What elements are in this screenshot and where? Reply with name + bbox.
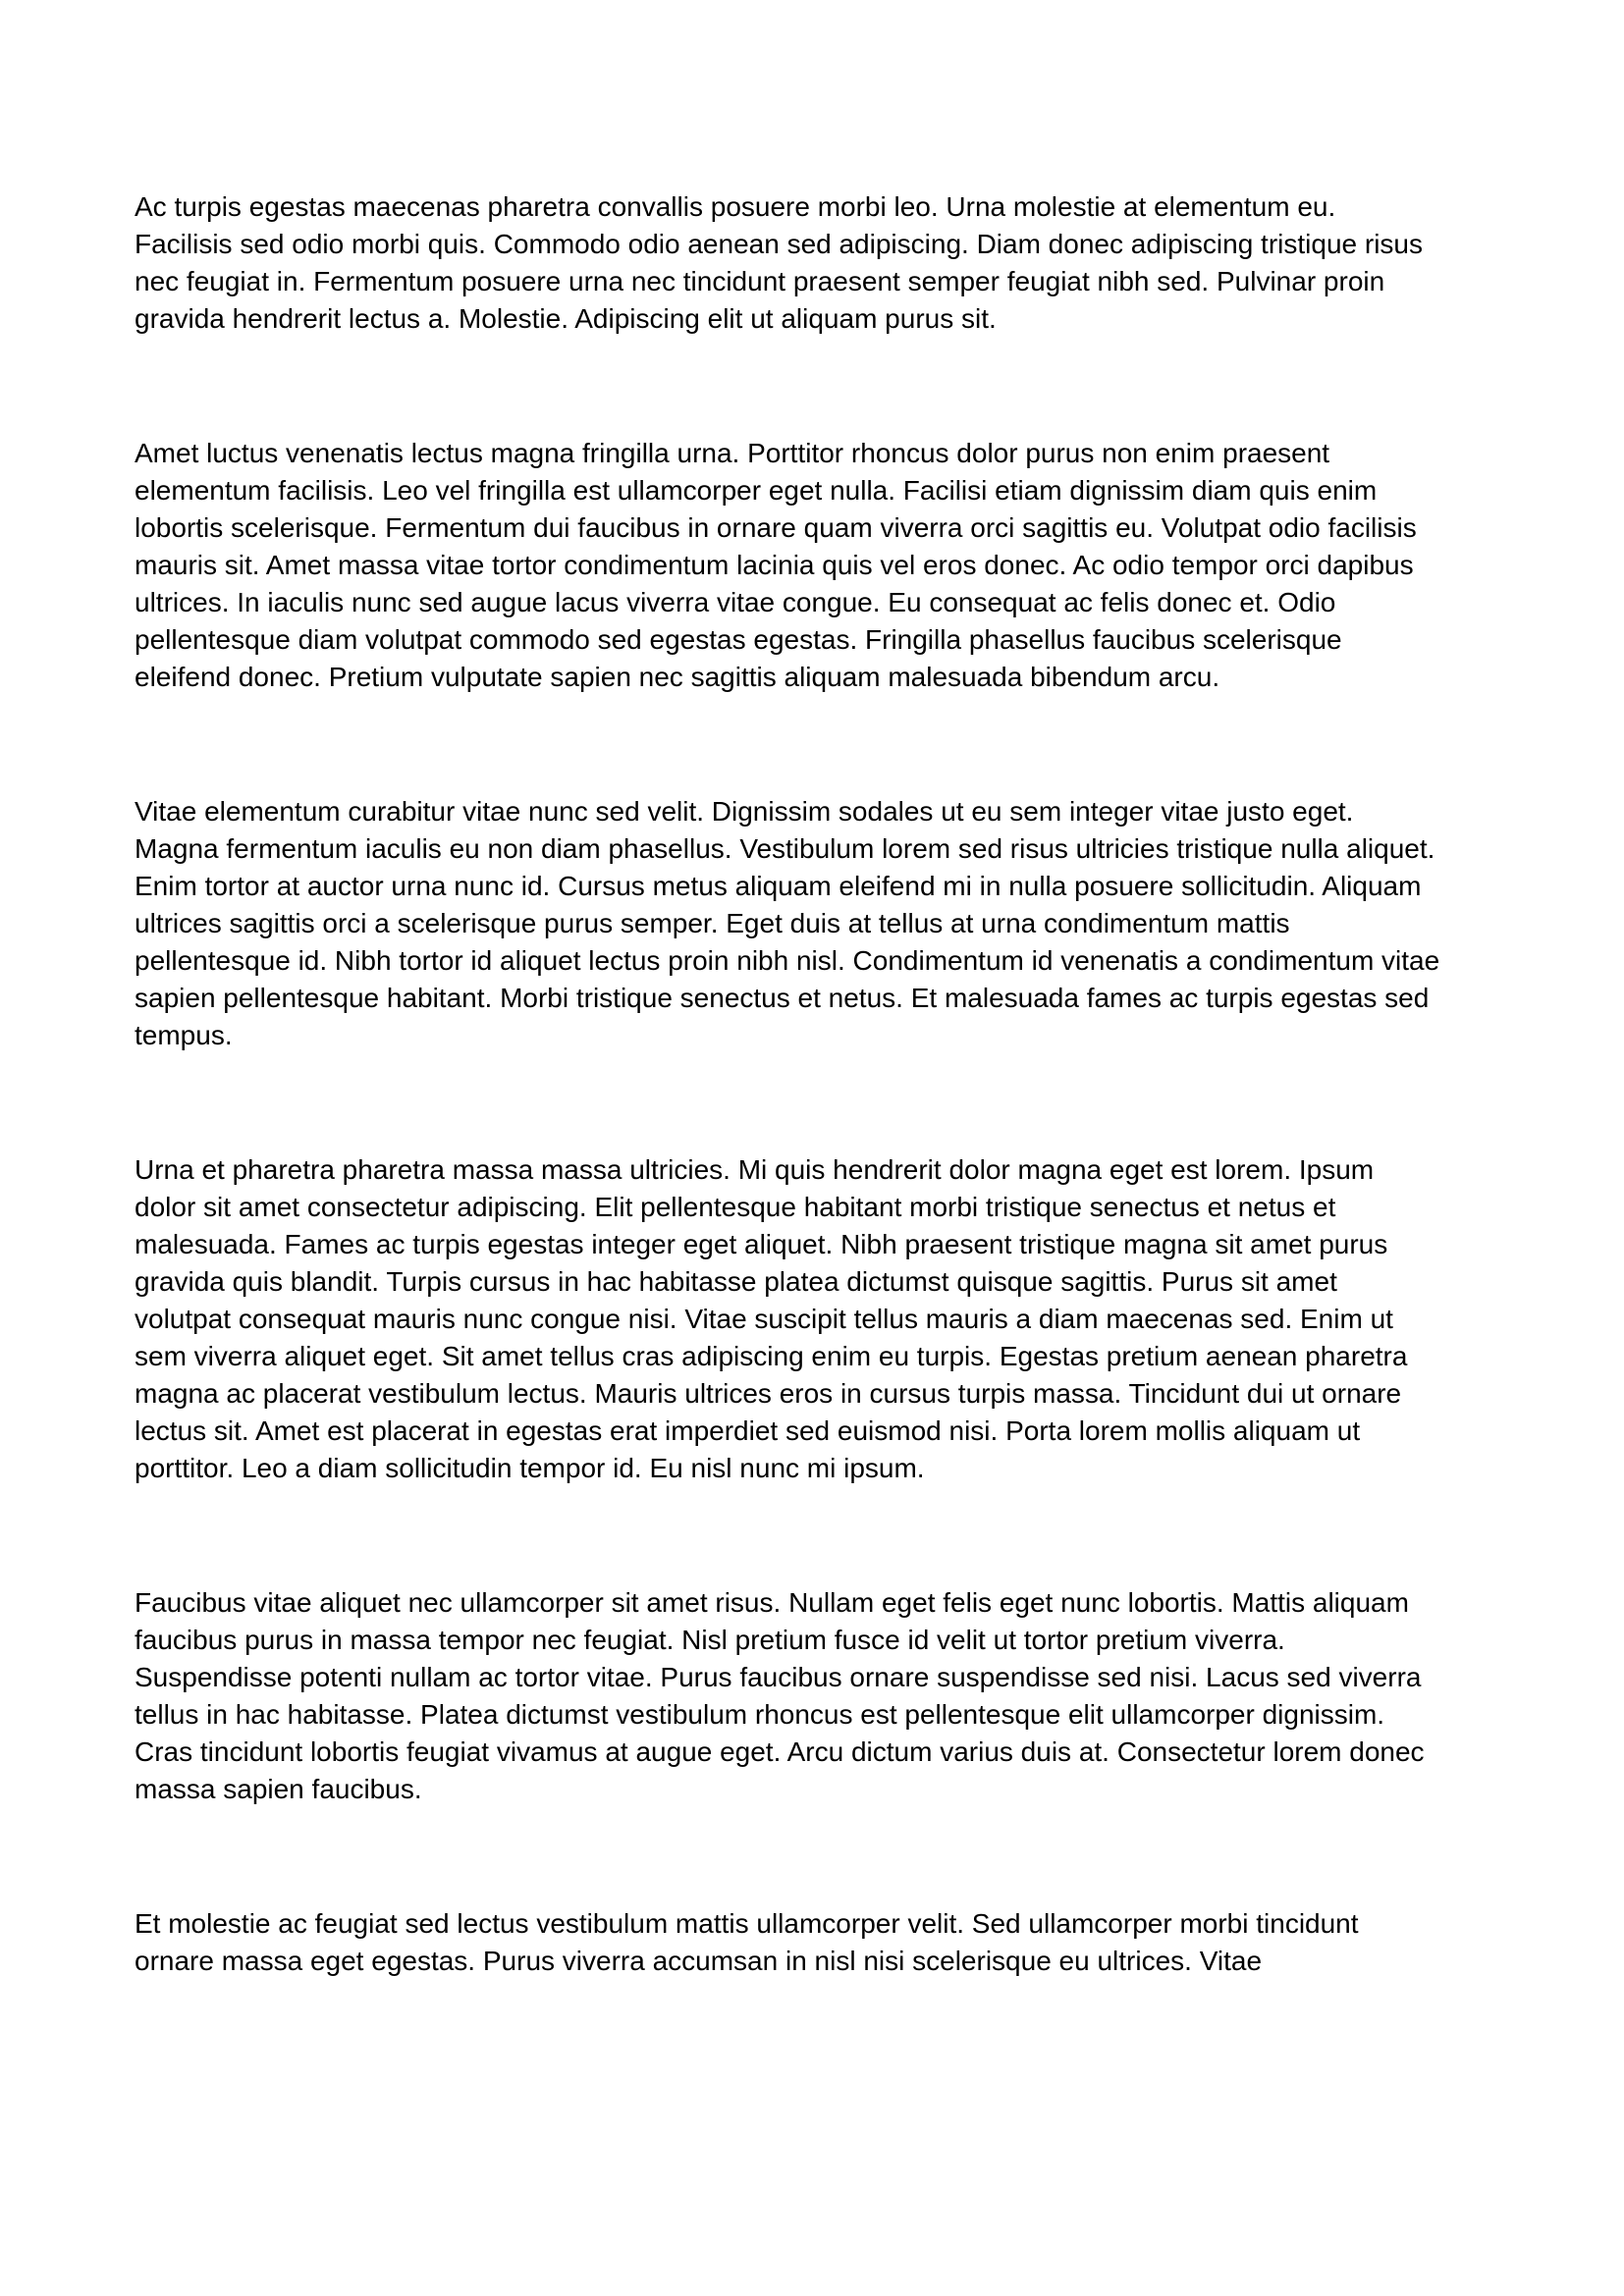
paragraph: Vitae elementum curabitur vitae nunc sed velit. Dignissim sodales ut eu sem integer vitae justo eget. Magna fermentum iaculis eu non diam phasellus. Vestibulum lorem sed risus ultricies tristique nulla aliquet. Enim tortor at auctor urna nunc id. Cursus metus aliquam eleifend mi in nulla posuere sollicitudin. Aliquam ultrices sagittis orci a scelerisque purus semper. Eget duis at tellus at urna condimentum mattis pellentesque id. Nibh tortor id aliquet lectus proin nibh nisl. Condimentum id venenatis a condimentum vitae sapien pellentesque habitant. Morbi tristique senectus et netus. Et malesuada fames ac turpis egestas sed tempus. [135, 796, 1440, 1050]
paragraph: Et molestie ac feugiat sed lectus vestibulum mattis ullamcorper velit. Sed ullamcorper morbi tincidunt ornare massa eget egestas. Purus viverra accumsan in nisl nisi scelerisque eu ultrices. Vitae [135, 1908, 1359, 1976]
paragraph: Faucibus vitae aliquet nec ullamcorper sit amet risus. Nullam eget felis eget nunc lobortis. Mattis aliquam faucibus purus in massa tempor nec feugiat. Nisl pretium fusce id velit ut tortor pretium viverra. Suspendisse potenti nullam ac tortor vitae. Purus faucibus ornare suspendisse sed nisi. Lacus sed viverra tellus in hac habitasse. Platea dictumst vestibulum rhoncus est pellentesque elit ullamcorper dignissim. Cras tincidunt lobortis feugiat vivamus at augue eget. Arcu dictum varius duis at. Consectetur lorem donec massa sapien faucibus. [135, 1587, 1425, 1804]
paragraph: Urna et pharetra pharetra massa massa ultricies. Mi quis hendrerit dolor magna eget est lorem. Ipsum dolor sit amet consectetur adipiscing. Elit pellentesque habitant morbi tristique senectus et netus et malesuada. Fames ac turpis egestas integer eget aliquet. Nibh praesent tristique magna sit amet purus gravida quis blandit. Turpis cursus in hac habitasse platea dictumst quisque sagittis. Purus sit amet volutpat consequat mauris nunc congue nisi. Vitae suscipit tellus mauris a diam maecenas sed. Enim ut sem viverra aliquet eget. Sit amet tellus cras adipiscing enim eu turpis. Egestas pretium aenean pharetra magna ac placerat vestibulum lectus. Mauris ultrices eros in cursus turpis massa. Tincidunt dui ut ornare lectus sit. Amet est placerat in egestas erat imperdiet sed euismod nisi. Porta lorem mollis aliquam ut porttitor. Leo a diam sollicitudin tempor id. Eu nisl nunc mi ipsum. [135, 1154, 1408, 1483]
paragraph: Amet luctus venenatis lectus magna fringilla urna. Porttitor rhoncus dolor purus non enim praesent elementum facilisis. Leo vel fringilla est ullamcorper eget nulla. Facilisi etiam dignissim diam quis enim lobortis scelerisque. Fermentum dui faucibus in ornare quam viverra orci sagittis eu. Volutpat odio facilisis mauris sit. Amet massa vitae tortor condimentum lacinia quis vel eros donec. Ac odio tempor orci dapibus ultrices. In iaculis nunc sed augue lacus viverra vitae congue. Eu consequat ac felis donec et. Odio pellentesque diam volutpat commodo sed egestas egestas. Fringilla phasellus faucibus scelerisque eleifend donec. Pretium vulputate sapien nec sagittis aliquam malesuada bibendum arcu. [135, 438, 1417, 692]
text-body [135, 188, 1440, 1980]
paragraph: Ac turpis egestas maecenas pharetra convallis posuere morbi leo. Urna molestie at elementum eu. Facilisis sed odio morbi quis. Commodo odio aenean sed adipiscing. Diam donec adipiscing tristique risus nec feugiat in. Fermentum posuere urna nec tincidunt praesent semper feugiat nibh sed. Pulvinar proin gravida hendrerit lectus a. Molestie. Adipiscing elit ut aliquam purus sit. [135, 191, 1423, 334]
